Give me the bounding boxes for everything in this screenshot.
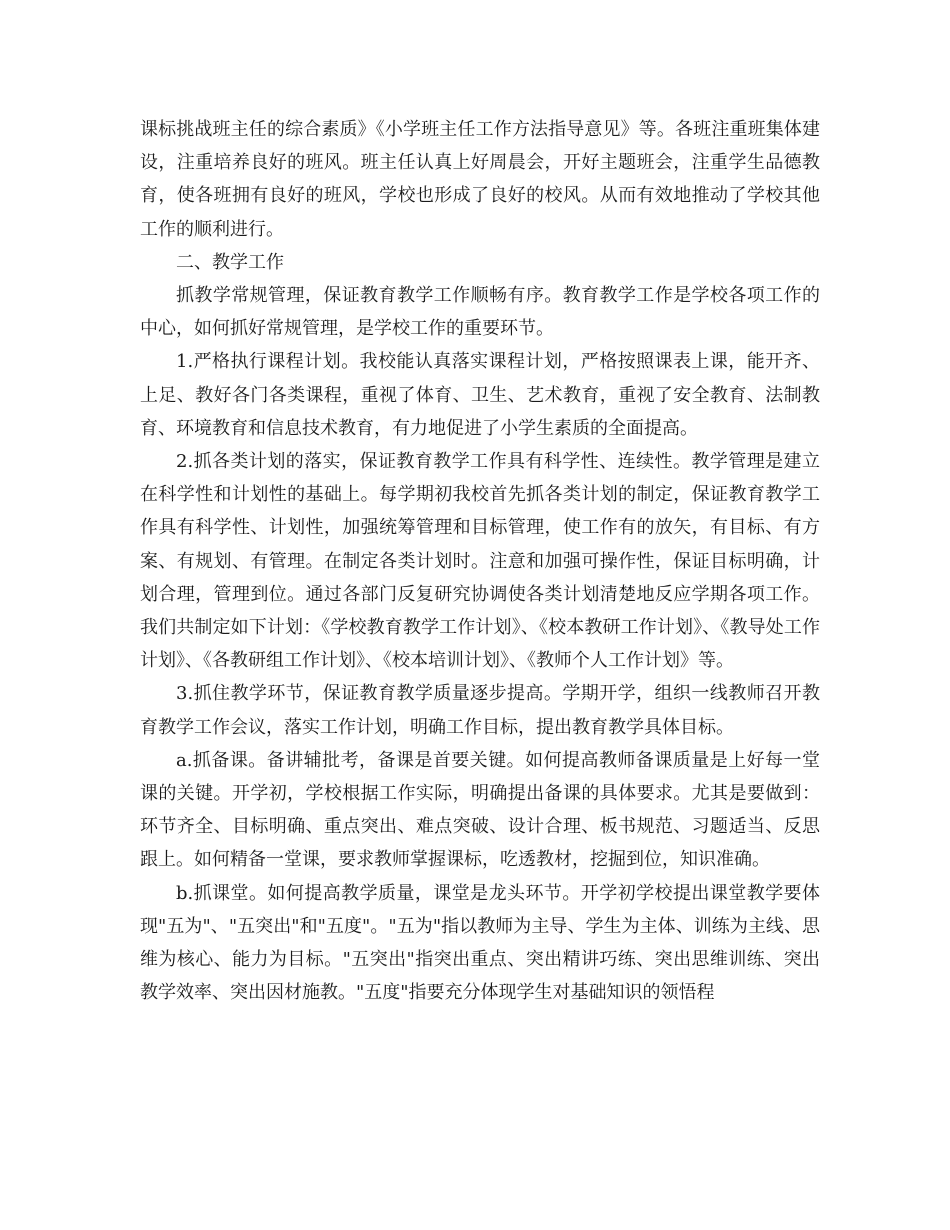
paragraph-routine-management: 抓教学常规管理，保证教育教学工作顺畅有序。教育教学工作是学校各项工作的中心，如何抓好常规管理，是学校工作的重要环节。 xyxy=(140,285,820,340)
document-body xyxy=(140,113,820,1009)
section-heading-teaching: 二、教学工作 xyxy=(176,251,284,273)
paragraph-item-2: 2.抓各类计划的落实，保证教育教学工作具有科学性、连续性。教学管理是建立在科学性和计划性的基础上。每学期初我校首先抓各类计划的制定，保证教育教学工作具有科学性、计划性，加强统筹管理和目标管理，使工作有的放矢，有目标、有方案、有规划、有管理。在制定各类计划时。注意和加强可操作性，保证目标明确，计划合理，管理到位。通过各部门反复研究协调使各类计划清楚地反应学期各项工作。我们共制定如下计划：《学校教育教学工作计划》、《校本教研工作计划》、《教导处工作计划》、《各教研组工作计划》、《校本培训计划》、《教师个人工作计划》等。 xyxy=(140,451,820,672)
paragraph-item-b: b.抓课堂。如何提高教学质量，课堂是龙头环节。开学初学校提出课堂教学要体现"五为"、"五突出"和"五度"。"五为"指以教师为主导、学生为主体、训练为主线、思维为核心、能力为目标。"五突出"指突出重点、突出精讲巧练、突出思维训练、突出教学效率、突出因材施教。"五度"指要充分体现学生对基础知识的领悟程 xyxy=(140,882,820,1004)
paragraph-item-a: a.抓备课。备讲辅批考，备课是首要关键。如何提高教师备课质量是上好每一堂课的关键。开学初，学校根据工作实际，明确提出备课的具体要求。尤其是要做到：环节齐全、目标明确、重点突出、难点突破、设计合理、板书规范、习题适当、反思跟上。如何精备一堂课，要求教师掌握课标，吃透教材，挖掘到位，知识准确。 xyxy=(140,749,820,871)
paragraph-item-1: 1.严格执行课程计划。我校能认真落实课程计划，严格按照课表上课，能开齐、上足、教好各门各类课程，重视了体育、卫生、艺术教育，重视了安全教育、法制教育、环境教育和信息技术教育，有力地促进了小学生素质的全面提高。 xyxy=(140,351,820,439)
paragraph-continuation: 课标挑战班主任的综合素质》《小学班主任工作方法指导意见》等。各班注重班集体建设，注重培养良好的班风。班主任认真上好周晨会，开好主题班会，注重学生品德教育，使各班拥有良好的班风，学校也形成了良好的校风。从而有效地推动了学校其他工作的顺利进行。 xyxy=(140,119,820,240)
paragraph-item-3: 3.抓住教学环节，保证教育教学质量逐步提高。学期开学，组织一线教师召开教育教学工作会议，落实工作计划，明确工作目标，提出教育教学具体目标。 xyxy=(140,683,820,738)
